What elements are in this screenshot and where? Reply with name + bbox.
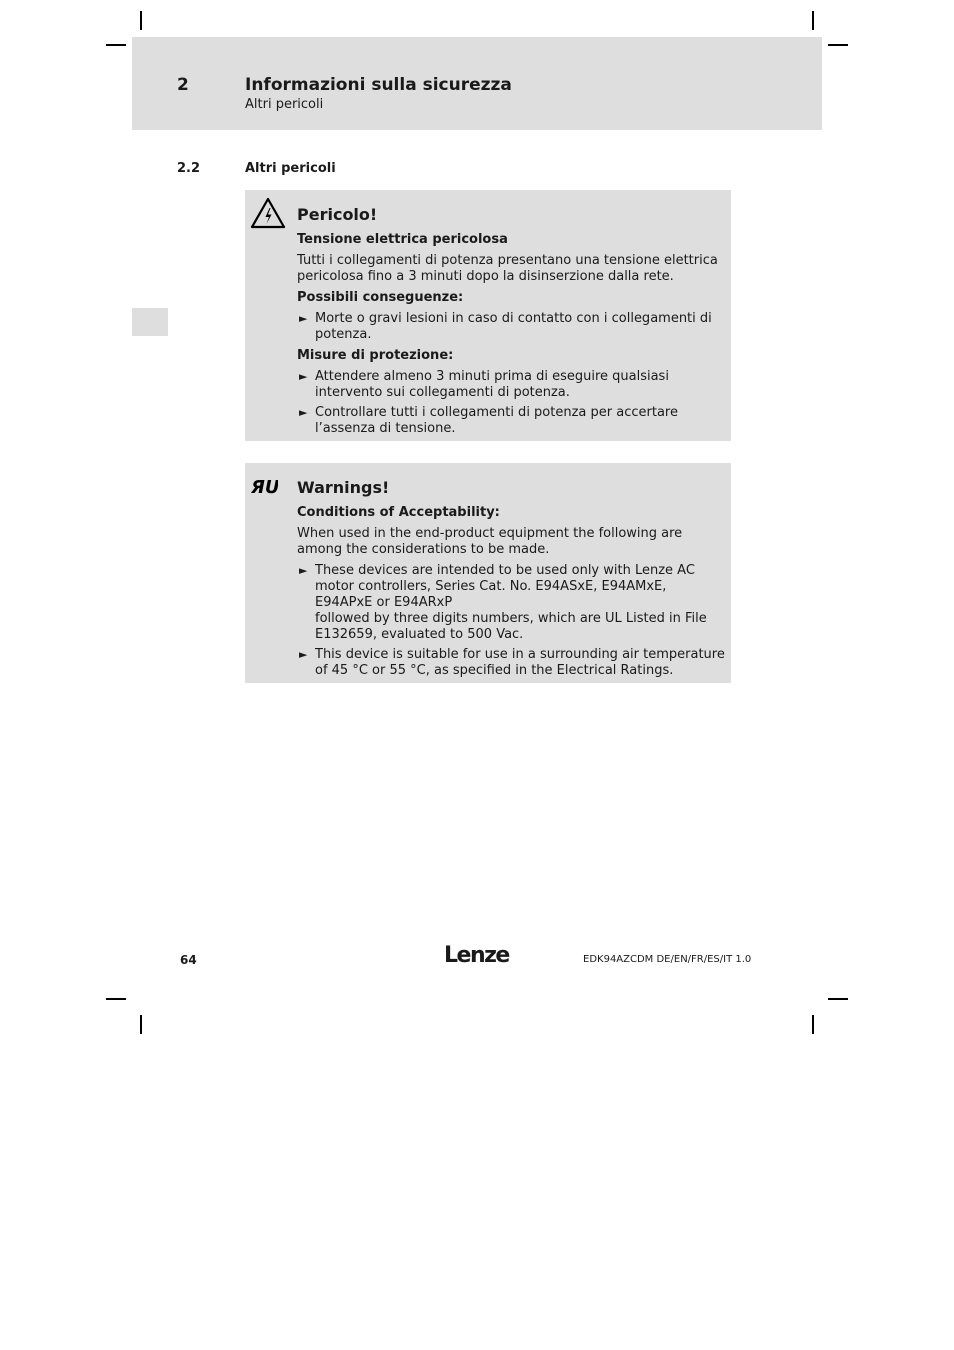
notice-subheading: Conditions of Acceptability: <box>297 505 500 520</box>
measures-list <box>297 369 725 437</box>
crop-mark <box>140 11 142 30</box>
crop-mark <box>106 44 126 46</box>
list-item: ► These devices are intended to be used only with Lenze AC motor controllers, Series Cat. No. E94ASxE, E94AMxE, E94APxE or E94ARxP followed by three digits numbers, which are UL Listed in File E132659, evaluated to 500 Vac. <box>299 563 707 642</box>
lenze-logo: Lenze <box>444 943 509 968</box>
list-item: ► Controllare tutti i collegamenti di potenza per accertare l’assenza di tensione. <box>299 405 678 436</box>
section-number: 2.2 <box>177 161 201 176</box>
notice-heading: Pericolo! <box>297 205 378 224</box>
page-number: 64 <box>180 953 197 967</box>
notice-intro: When used in the end-product equipment the following are among the considerations to be made. <box>297 526 683 557</box>
chapter-title: Informazioni sulla sicurezza <box>245 75 512 95</box>
crop-mark <box>812 1015 814 1034</box>
bullet-arrow: ► <box>299 370 308 383</box>
chapter-subtitle: Altri pericoli <box>245 97 324 112</box>
crop-mark <box>812 11 814 30</box>
consequences-label: Possibili conseguenze: <box>297 290 464 305</box>
bullet-arrow: ► <box>299 406 308 419</box>
bullet-arrow: ► <box>299 312 308 325</box>
high-voltage-warning-icon <box>250 197 286 233</box>
crop-mark <box>140 1015 142 1034</box>
chapter-number: 2 <box>177 75 189 95</box>
notice-subheading: Tensione elettrica pericolosa <box>297 232 508 247</box>
consequences-list <box>297 311 725 343</box>
notice-intro: Tutti i collegamenti di potenza presentano una tensione elettrica pericolosa fino a 3 minuti dopo la disinserzione dalla rete. <box>297 253 718 284</box>
list-item: ► Morte o gravi lesioni in caso di contatto con i collegamenti di potenza. <box>299 311 712 342</box>
crop-mark <box>828 998 848 1000</box>
crop-mark <box>828 44 848 46</box>
chapter-side-tab <box>132 308 168 336</box>
measures-label: Misure di protezione: <box>297 348 454 363</box>
list-item: ► This device is suitable for use in a surrounding air temperature of 45 °C or 55 °C, as specified in the Electrical Ratings. <box>299 647 725 678</box>
section-title: Altri pericoli <box>245 161 336 176</box>
bullet-arrow: ► <box>299 648 308 661</box>
conditions-list <box>297 563 725 679</box>
notice-heading: Warnings! <box>297 478 390 497</box>
crop-mark <box>106 998 126 1000</box>
ul-mark-icon <box>250 476 278 500</box>
list-item: ► Attendere almeno 3 minuti prima di eseguire qualsiasi intervento sui collegamenti di potenza. <box>299 369 669 400</box>
ul-warning-notice <box>245 463 731 683</box>
danger-notice <box>245 190 731 441</box>
bullet-arrow: ► <box>299 564 308 577</box>
document-id: EDK94AZCDM DE/EN/FR/ES/IT 1.0 <box>583 954 752 965</box>
svg-text:ЯU: ЯU <box>251 477 278 496</box>
